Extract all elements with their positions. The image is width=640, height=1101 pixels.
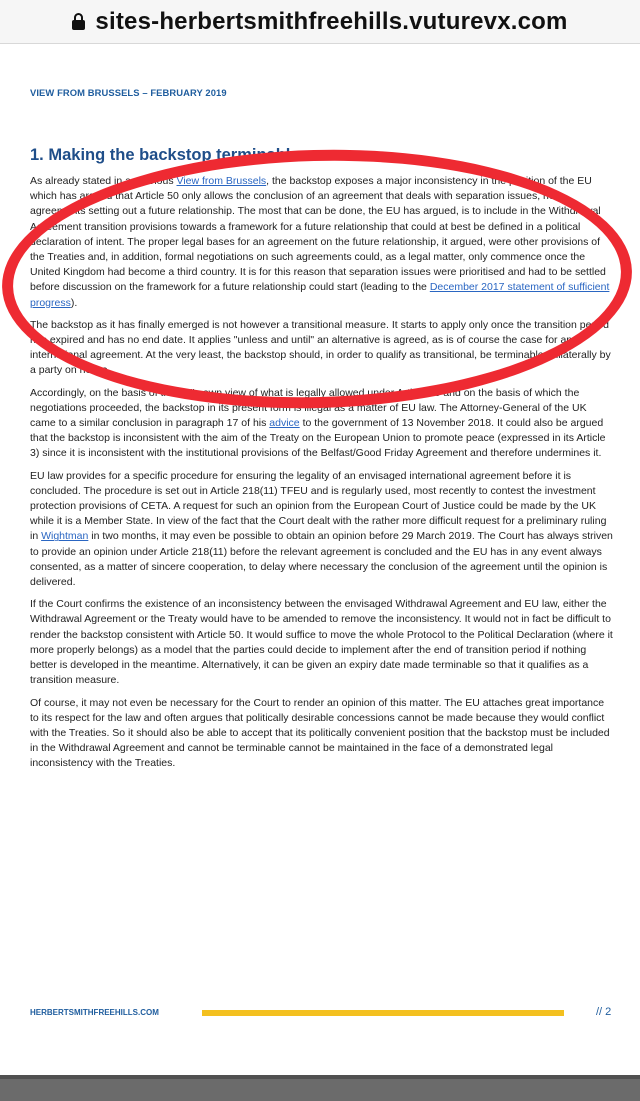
paragraph-3: Accordingly, on the basis of the EU's own view of what is legally allowed under Article 50 and on the basis of which the negotiations proceeded, the backstop in its present form is illegal as a matter of EU law. The Attorney-General of the UK came to a similar conclusion in paragraph 17 of his advice to the government of 13 November 2018. It could also be argued that the backstop is inconsistent with the aim of the Treaty on the European Union to promote peace (expressed in its Article 3) since it is inconsistent with the institutional provisions of the Belfast/Good Friday Agreement and therefore undermines it. (30, 386, 606, 460)
advice-link[interactable]: advice (269, 417, 300, 430)
section-title: 1. Making the backstop terminable (30, 146, 300, 164)
footer-gold-bar (202, 1010, 564, 1016)
document-header: VIEW FROM BRUSSELS – FEBRUARY 2019 (30, 87, 227, 98)
paragraph-5: If the Court confirms the existence of an inconsistency between the envisaged Withdrawal Agreement and EU law, either the Withdrawal Agreement or the Treaty would have to be amended to remove the inconsistency. It would not in fact be difficult to render the backstop consistent with Article 50. It would suffice to move the whole Protocol to the Political Declaration (where it more properly belongs) as a model that the parties could decide to implement after the end of transition period if nothing better is developed in the meantime. Alternatively, it can be given an expiry date made terminable so that it qualifies as a transition measure. (30, 598, 613, 687)
bottom-scroll-strip (0, 1075, 640, 1101)
document-page (0, 44, 640, 1075)
url-text[interactable]: sites-herbertsmithfreehills.vuturevx.com (95, 7, 568, 35)
paragraph-2: The backstop as it has finally emerged is not however a transitional measure. It starts to apply only once the transition period has expired and has no end date. It applies "unless and until" an alternative is agreed, as is of course the case for any international agreement. At the very least, the backstop should, in order to qualify as transitional, be terminable unilaterally by a party on notice. (30, 318, 611, 377)
paragraph-1: As already stated in a previous View from Brussels, the backstop exposes a major inconsistency in the position of the EU which has argued that Article 50 only allows the conclusion of an agreement that deals with separation issues, not agreements setting out a future relationship. The most that can be done, the EU has argued, is to include in the Withdrawal Agreement transition provisions towards a framework for a future relationship that could at best be defined in a political declaration of intent. The proper legal bases for an agreement on the future relationship, it argued, were other provisions of the Treaties and, in addition, formal negotiations on such agreements could, as a legal matter, only commence once the United Kingdom had become a third country. It is for this reason that separation issues were prioritised and had to be settled before discussion on the framework for a future relationship could start (leading to the December 2017 statement of sufficient progress). (30, 175, 610, 309)
page-number: // 2 (596, 1006, 612, 1018)
view-from-brussels-link[interactable]: View from Brussels (176, 175, 267, 187)
lock-icon (72, 13, 85, 30)
browser-address-bar[interactable] (0, 0, 640, 44)
paragraph-4: EU law provides for a specific procedure for ensuring the legality of an envisaged international agreement before it is concluded. The procedure is set out in Article 218(11) TFEU and is regularly used, most recently to contest the investment protection provisions of CETA. A request for such an opinion from the European Court of Justice could be made by the UK while it is a Member State. In view of the fact that the Court dealt with the rather more difficult request for a preliminary ruling in Wightman in two months, it may even be possible to obtain an opinion before 29 March 2019. The Court has always striven to provide an opinion under Article 218(11) before the relevant agreement is concluded and the EU has in any event always consented, as a matter of sincere cooperation, to delay where necessary the conclusion of the agreement until the opinion is delivered. (30, 469, 613, 589)
footer-site-link[interactable]: HERBERTSMITHFREEHILLS.COM (30, 1008, 159, 1017)
wightman-link[interactable]: Wightman (41, 530, 89, 543)
december-2017-statement-link[interactable]: December 2017 statement of sufficient progress (30, 281, 610, 309)
document-body (30, 174, 614, 779)
paragraph-6: Of course, it may not even be necessary for the Court to render an opinion of this matter. The EU attaches great importance to its respect for the law and often argues that politically desirable concessions cannot be made because they would conflict with the Treaties. So it should also be able to accept that its politically convenient position that the backstop must be included in the Withdrawal Agreement and cannot be terminable cannot be maintained in the face of a demonstrated legal inconsistency with the Treaties. (30, 696, 610, 770)
